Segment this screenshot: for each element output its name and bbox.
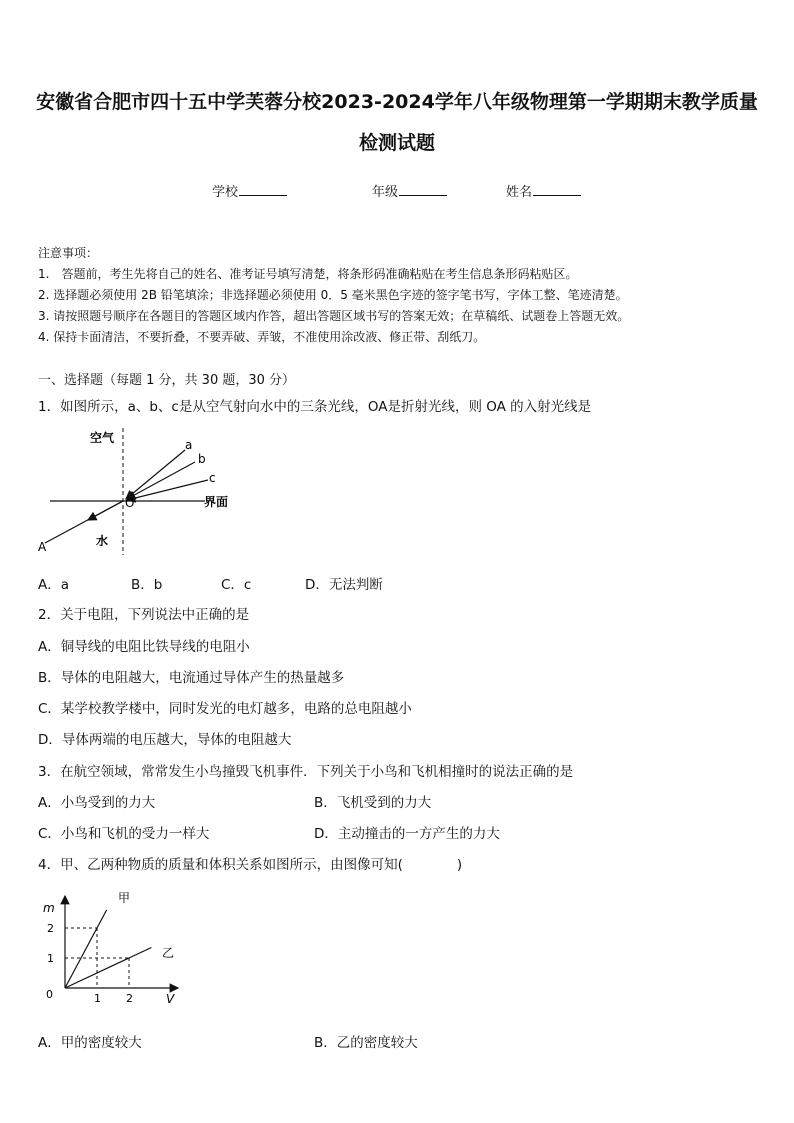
ray-c-label: c [209,471,216,485]
q3-option-d: D．主动撞击的一方产生的力大 [314,826,500,842]
ray-a [126,450,185,499]
y-tick-label-1: 1 [47,952,54,965]
ray-c [127,480,208,500]
origin-zero-label: 0 [46,988,53,1001]
mass-volume-graph [32,886,202,1010]
ray-oa-arrow [88,501,123,520]
school-label: 学校 [212,185,239,200]
series-lines [65,910,151,988]
q1-option-c: C．c [221,577,252,593]
series-jia-label: 甲 [118,891,131,905]
q4-option-b: B．乙的密度较大 [314,1035,418,1051]
name-label: 姓名 [506,185,533,200]
q3-option-c: C．小鸟和飞机的受力一样大 [38,826,210,842]
school-field [212,181,287,200]
school-blank [239,183,287,196]
series-line-1 [65,910,107,988]
guide-lines [65,928,129,988]
refraction-diagram [30,420,270,560]
tick-labels [47,922,133,1005]
q2-option-c: C．某学校教学楼中，同时发光的电灯越多，电路的总电阻越小 [38,701,412,717]
page-title: 安徽省合肥市四十五中学芙蓉分校2023-2024学年八年级物理第一学期期末教学质量 [36,91,758,113]
x-tick-label-1: 1 [94,992,101,1005]
note-item-4: 4. 保持卡面清洁，不要折叠，不要弄破、弄皱，不准使用涂改液、修正带、刮纸刀。 [38,330,486,344]
name-field [506,181,581,200]
q3-option-b: B．飞机受到的力大 [314,795,432,811]
air-label: 空气 [90,431,115,445]
q1-option-b: B．b [131,577,163,593]
y-tick-label-2: 2 [47,922,54,935]
note-item-2: 2. 选择题必须使用 2B 铅笔填涂；非选择题必须使用 0．5 毫米黑色字迹的签字笔书写，字体工整、笔迹清楚。 [38,288,628,302]
q2-option-b: B．导体的电阻越大，电流通过导体产生的热量越多 [38,670,345,686]
note-item-1: 1. 答题前，考生先将自己的姓名、准考证号填写清楚，将条形码准确粘贴在考生信息条形码粘贴区。 [38,267,578,281]
ray-b [127,462,195,499]
question-3-stem: 3．在航空领域，常常发生小鸟撞毁飞机事件．下列关于小鸟和飞机相撞时的说法正确的是 [38,764,574,780]
question-2-stem: 2．关于电阻，下列说法中正确的是 [38,607,250,623]
q1-option-d: D．无法判断 [305,577,383,593]
name-blank [533,183,581,196]
question-1-stem: 1．如图所示，a、b、c是从空气射向水中的三条光线，OA是折射光线，则 OA 的入射光线是 [38,399,592,415]
ray-b-label: b [198,452,206,466]
grade-field [372,181,447,200]
notes-heading: 注意事项： [38,246,99,260]
q2-option-d: D．导体两端的电压越大，导体的电阻越大 [38,732,292,748]
series-line-2 [65,948,151,989]
note-item-3: 3. 请按照题号顺序在各题目的答题区域内作答，超出答题区域书写的答案无效；在草稿纸、试题卷上答题无效。 [38,309,630,323]
ray-a-label: a [185,438,193,452]
x-tick-label-2: 2 [126,992,133,1005]
page-subtitle: 检测试题 [358,132,435,154]
question-4-stem: 4．甲、乙两种物质的质量和体积关系如图所示，由图像可知( ) [38,857,463,873]
section-heading: 一、选择题（每题 1 分，共 30 题，30 分） [38,373,296,388]
y-axis-label: m [43,901,55,915]
series-yi-label: 乙 [162,946,175,960]
water-label: 水 [96,534,109,548]
interface-label: 界面 [204,495,229,509]
origin-label: O [125,496,135,510]
q1-option-a: A．a [38,577,70,593]
x-axis-label: V [166,992,175,1006]
q3-option-a: A．小鸟受到的力大 [38,795,156,811]
grade-label: 年级 [372,185,399,200]
q2-option-a: A．铜导线的电阻比铁导线的电阻小 [38,639,250,655]
grade-blank [399,183,447,196]
refracted-label: A [38,540,47,554]
q4-option-a: A．甲的密度较大 [38,1035,142,1051]
